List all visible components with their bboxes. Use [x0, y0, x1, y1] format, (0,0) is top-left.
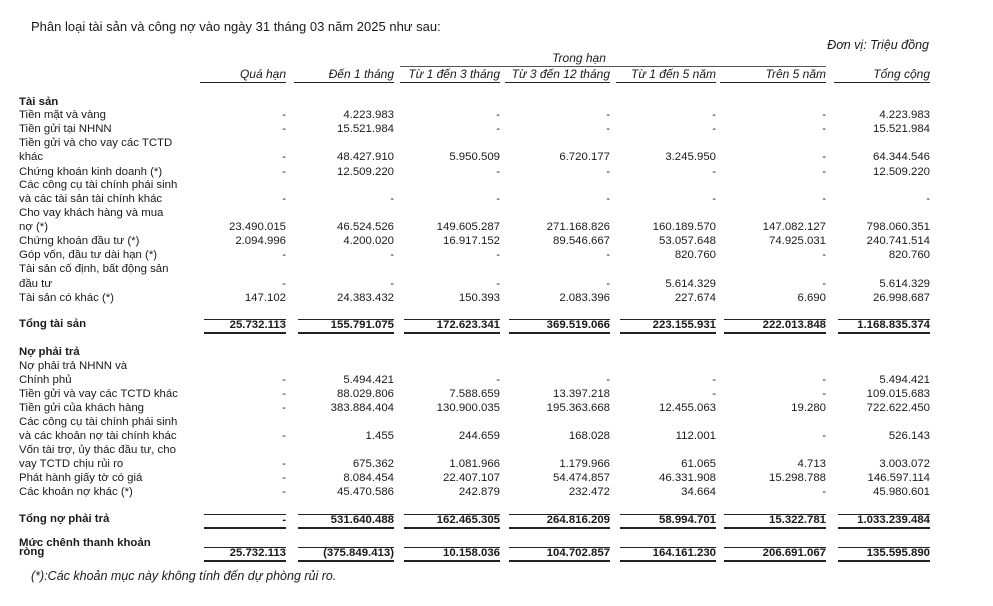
table-cell: 34.664: [681, 486, 716, 498]
table-cell: -: [712, 388, 716, 400]
row-label: Tài sản cố định, bất động sản: [19, 263, 169, 275]
table-cell: 74.925.031: [768, 235, 826, 247]
table-cell: 369.519.066: [509, 319, 610, 334]
table-cell: -: [606, 123, 610, 135]
table-cell: 244.659: [458, 430, 500, 442]
section-heading-row: [0, 347, 993, 358]
table-row: [0, 208, 993, 219]
table-cell: 4.223.983: [879, 109, 930, 121]
row-label: Mức chênh thanh khoản: [19, 537, 151, 549]
column-header: Tổng cộng: [834, 67, 930, 83]
table-cell: 130.900.035: [436, 402, 500, 414]
in-term-group-header: Trong hạn: [552, 51, 606, 65]
table-cell: 15.298.788: [768, 472, 826, 484]
table-cell: 45.470.586: [336, 486, 394, 498]
table-cell: -: [712, 193, 716, 205]
table-cell: 162.465.305: [404, 514, 500, 529]
total-row: [0, 514, 993, 525]
row-label: Tiền gửi tại NHNN: [19, 123, 112, 135]
table-cell: -: [282, 486, 286, 498]
column-header: Từ 1 đến 3 tháng: [400, 67, 500, 83]
table-cell: -: [712, 166, 716, 178]
table-cell: 227.674: [674, 292, 716, 304]
table-cell: -: [606, 278, 610, 290]
table-cell: 12.509.220: [336, 166, 394, 178]
table-row: [0, 487, 993, 498]
table-cell: -: [606, 166, 610, 178]
table-cell: 264.816.209: [509, 514, 610, 529]
table-cell: 48.427.910: [336, 151, 394, 163]
table-cell: 1.179.966: [559, 458, 610, 470]
row-label: Nợ phải trả NHNN và: [19, 360, 128, 372]
table-cell: 3.003.072: [879, 458, 930, 470]
table-cell: 6.690: [797, 292, 826, 304]
table-row: [0, 110, 993, 121]
table-cell: -: [496, 193, 500, 205]
table-cell: 722.622.450: [866, 402, 930, 414]
table-row: [0, 124, 993, 135]
total-row: [0, 319, 993, 330]
table-cell: 232.472: [568, 486, 610, 498]
table-cell: -: [496, 166, 500, 178]
table-cell: 147.082.127: [762, 221, 826, 233]
table-cell: 155.791.075: [298, 319, 394, 334]
table-cell: -: [822, 166, 826, 178]
row-label: Các khoản nợ khác (*): [19, 486, 133, 498]
table-cell: -: [822, 374, 826, 386]
row-label: Nợ phải trả: [19, 346, 80, 358]
table-cell: 53.057.648: [658, 235, 716, 247]
table-cell: 150.393: [458, 292, 500, 304]
table-cell: 3.245.950: [665, 151, 716, 163]
table-row: [0, 431, 993, 442]
table-cell: 5.494.421: [343, 374, 394, 386]
table-cell: 820.760: [888, 249, 930, 261]
table-cell: 104.702.857: [509, 547, 610, 562]
table-cell: -: [282, 123, 286, 135]
table-row: [0, 445, 993, 456]
table-cell: 12.509.220: [872, 166, 930, 178]
table-row: [0, 361, 993, 372]
unit-label: Đơn vị: Triệu đồng: [827, 38, 929, 52]
table-cell: -: [282, 109, 286, 121]
table-cell: 13.397.218: [552, 388, 610, 400]
table-cell: -: [822, 430, 826, 442]
table-cell: 1.081.966: [449, 458, 500, 470]
table-row: [0, 236, 993, 247]
total-row: [0, 547, 993, 558]
table-row: [0, 375, 993, 386]
table-cell: 146.597.114: [867, 472, 930, 484]
table-cell: 4.200.020: [343, 235, 394, 247]
table-cell: -: [606, 109, 610, 121]
table-cell: 526.143: [888, 430, 930, 442]
row-label: Tiền gửi và vay các TCTD khác: [19, 388, 178, 400]
table-cell: -: [822, 278, 826, 290]
table-cell: -: [282, 249, 286, 261]
table-cell: 46.331.908: [658, 472, 716, 484]
table-cell: 89.546.667: [552, 235, 610, 247]
table-row: [0, 459, 993, 470]
table-cell: 4.713: [797, 458, 826, 470]
table-cell: -: [822, 249, 826, 261]
table-cell: 147.102: [244, 292, 286, 304]
table-cell: -: [282, 151, 286, 163]
row-label: Vốn tài trợ, ủy thác đầu tư, cho: [19, 444, 176, 456]
table-cell: 206.691.067: [724, 547, 826, 562]
table-row: [0, 138, 993, 149]
table-row: [0, 222, 993, 233]
table-cell: 112.001: [675, 430, 716, 442]
table-cell: -: [496, 249, 500, 261]
table-cell: 26.998.687: [872, 292, 930, 304]
column-header: Từ 3 đến 12 tháng: [505, 67, 610, 83]
table-cell: 12.455.063: [658, 402, 716, 414]
table-cell: 58.994.701: [620, 514, 716, 529]
column-header: Từ 1 đến 5 năm: [616, 67, 716, 83]
table-cell: 383.884.404: [330, 402, 394, 414]
table-cell: -: [282, 278, 286, 290]
table-row: [0, 403, 993, 414]
table-row: [0, 194, 993, 205]
table-cell: 15.322.781: [724, 514, 826, 529]
table-cell: 61.065: [681, 458, 716, 470]
table-cell: 195.363.668: [546, 402, 610, 414]
table-cell: 46.524.526: [336, 221, 394, 233]
table-cell: -: [282, 166, 286, 178]
row-label: Tổng tài sản: [19, 318, 87, 330]
row-label: đầu tư: [19, 278, 52, 290]
table-cell: -: [822, 193, 826, 205]
table-cell: -: [606, 193, 610, 205]
column-header: Quá hạn: [200, 67, 286, 83]
column-header: Đến 1 tháng: [294, 67, 394, 83]
table-cell: 54.474.857: [552, 472, 610, 484]
table-cell: 5.494.421: [879, 374, 930, 386]
table-row: [0, 417, 993, 428]
table-cell: -: [496, 278, 500, 290]
table-cell: -: [282, 388, 286, 400]
row-label: Phát hành giấy tờ có giá: [19, 472, 143, 484]
table-cell: 25.732.113: [204, 319, 286, 334]
table-row: [0, 389, 993, 400]
table-cell: -: [926, 193, 930, 205]
column-header: Trên 5 năm: [720, 67, 826, 83]
row-label: và các khoản nợ tài chính khác: [19, 430, 177, 442]
table-row: [0, 152, 993, 163]
table-cell: 2.094.996: [235, 235, 286, 247]
table-cell: -: [822, 123, 826, 135]
table-row: [0, 264, 993, 275]
row-label: Tài sản: [19, 96, 59, 108]
table-cell: 5.950.509: [449, 151, 500, 163]
row-label: Chứng khoán kinh doanh (*): [19, 166, 163, 178]
table-cell: 675.362: [352, 458, 394, 470]
table-cell: 149.605.287: [436, 221, 500, 233]
table-cell: 271.168.826: [546, 221, 610, 233]
footnote: (*):Các khoản mục này không tính đến dự phòng rủi ro.: [31, 569, 337, 583]
table-row: [0, 473, 993, 484]
table-cell: 6.720.177: [559, 151, 610, 163]
table-cell: 8.084.454: [343, 472, 394, 484]
table-cell: -: [496, 109, 500, 121]
table-cell: 798.060.351: [866, 221, 930, 233]
table-cell: 1.168.835.374: [838, 319, 930, 334]
table-cell: 24.383.432: [336, 292, 394, 304]
table-cell: -: [496, 123, 500, 135]
table-row: [0, 279, 993, 290]
table-cell: 168.028: [568, 430, 610, 442]
row-label: nợ (*): [19, 221, 48, 233]
table-cell: 531.640.488: [298, 514, 394, 529]
table-cell: -: [282, 374, 286, 386]
row-label: khác: [19, 151, 44, 163]
table-cell: 160.189.570: [652, 221, 716, 233]
table-row: [0, 167, 993, 178]
table-row: [0, 293, 993, 304]
row-label: Tổng nợ phải trả: [19, 513, 110, 525]
table-cell: 10.158.036: [404, 547, 500, 562]
table-cell: 7.588.659: [449, 388, 500, 400]
table-cell: 45.980.601: [872, 486, 930, 498]
table-cell: -: [822, 388, 826, 400]
table-cell: -: [390, 278, 394, 290]
table-cell: 5.614.329: [665, 278, 716, 290]
table-cell: 4.223.983: [343, 109, 394, 121]
table-row: [0, 250, 993, 261]
table-cell: -: [822, 486, 826, 498]
table-cell: -: [282, 472, 286, 484]
table-cell: 15.521.984: [336, 123, 394, 135]
row-label: Các công cụ tài chính phái sinh: [19, 179, 178, 191]
document-title: Phân loại tài sản và công nợ vào ngày 31 tháng 03 năm 2025 như sau:: [31, 19, 441, 34]
table-cell: -: [712, 109, 716, 121]
table-cell: -: [282, 430, 286, 442]
table-cell: -: [390, 249, 394, 261]
table-cell: -: [712, 123, 716, 135]
row-label: Góp vốn, đầu tư dài hạn (*): [19, 249, 158, 261]
row-label: Cho vay khách hàng và mua: [19, 207, 164, 219]
row-label: Tiền mặt và vàng: [19, 109, 106, 121]
table-cell: 242.879: [458, 486, 500, 498]
table-cell: 1.033.239.484: [838, 514, 930, 529]
table-cell: 135.595.890: [838, 547, 930, 562]
row-label: Chứng khoán đầu tư (*): [19, 235, 140, 247]
row-label: Tiền gửi của khách hàng: [19, 402, 144, 414]
table-cell: 240.741.514: [866, 235, 930, 247]
table-cell: 25.732.113: [204, 547, 286, 562]
row-label: Tài sản có khác (*): [19, 292, 114, 304]
table-row: [0, 180, 993, 191]
table-cell: -: [204, 514, 286, 529]
table-cell: -: [606, 249, 610, 261]
row-label: Chính phủ: [19, 374, 72, 386]
table-cell: 5.614.329: [879, 278, 930, 290]
table-cell: -: [606, 374, 610, 386]
row-label: ròng: [19, 546, 45, 558]
table-cell: 19.280: [791, 402, 826, 414]
table-cell: -: [390, 193, 394, 205]
row-label: vay TCTD chịu rủi ro: [19, 458, 124, 470]
table-cell: 222.013.848: [724, 319, 826, 334]
table-cell: 164.161.230: [620, 547, 716, 562]
table-cell: (375.849.413): [298, 547, 394, 562]
table-cell: 64.344.546: [872, 151, 930, 163]
table-cell: 2.083.396: [559, 292, 610, 304]
table-cell: 22.407.107: [442, 472, 500, 484]
table-cell: 15.521.984: [872, 123, 930, 135]
table-cell: 223.155.931: [620, 319, 716, 334]
table-cell: -: [822, 109, 826, 121]
table-cell: -: [282, 402, 286, 414]
table-cell: -: [282, 193, 286, 205]
row-label: Tiền gửi và cho vay các TCTD: [19, 137, 173, 149]
row-label: Các công cụ tài chính phái sinh: [19, 416, 178, 428]
table-cell: 88.029.806: [336, 388, 394, 400]
table-cell: -: [496, 374, 500, 386]
table-cell: -: [822, 151, 826, 163]
section-heading-row: [0, 97, 993, 108]
table-cell: 23.490.015: [228, 221, 286, 233]
table-cell: 820.760: [674, 249, 716, 261]
table-cell: 109.015.683: [866, 388, 930, 400]
table-cell: -: [712, 374, 716, 386]
table-cell: 172.623.341: [404, 319, 500, 334]
row-label: và các tài sản tài chính khác: [19, 193, 163, 205]
table-cell: 16.917.152: [442, 235, 500, 247]
table-cell: 1.455: [365, 430, 394, 442]
table-cell: -: [282, 458, 286, 470]
